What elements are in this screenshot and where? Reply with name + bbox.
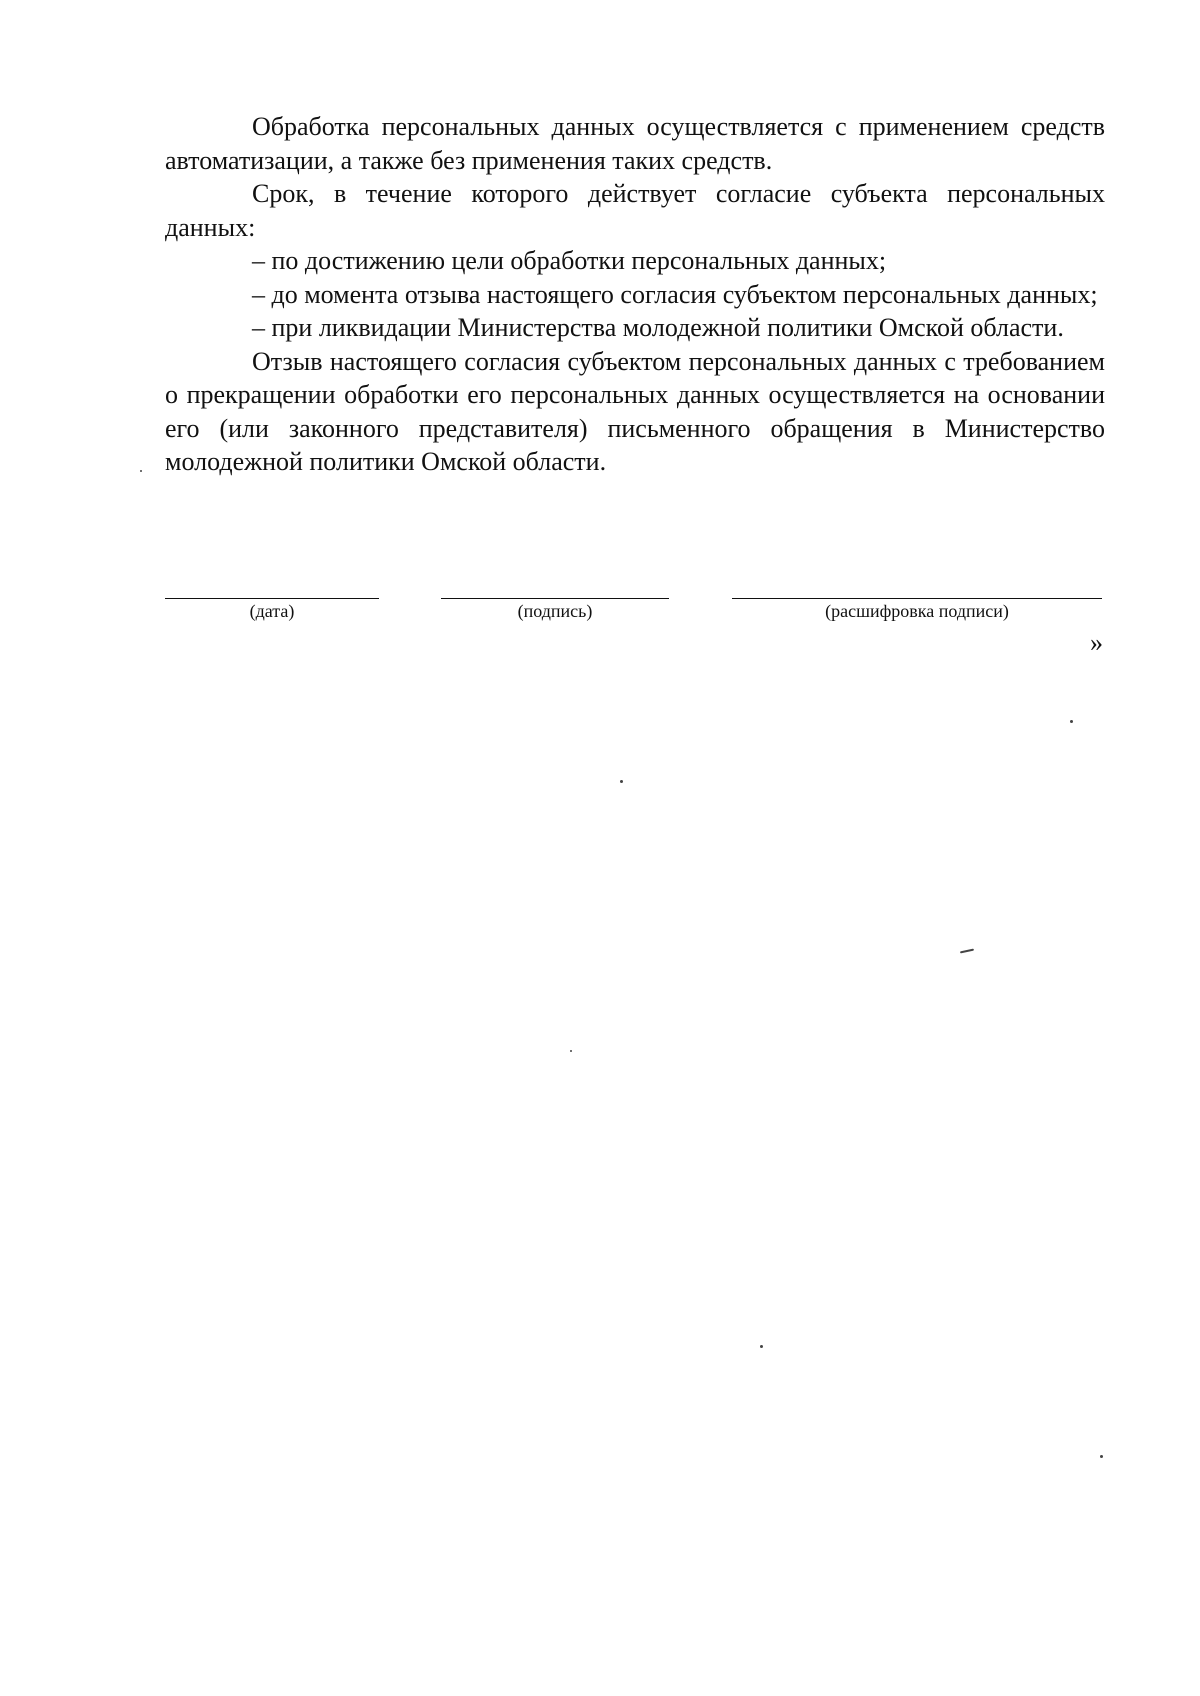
signature-field bbox=[441, 598, 669, 622]
date-label: (дата) bbox=[249, 601, 295, 621]
closing-quote-mark: » bbox=[1090, 628, 1103, 657]
list-item-goal-achieved: – по достижению цели обработки персональных данных; bbox=[252, 246, 887, 275]
paragraph-consent-withdrawal: Отзыв настоящего согласия субъектом персональных данных с требованием о прекращении обработки его персональных данных осуществляется на основании его (или законного представителя) письменного обращения в Министерство молодежной политики Омской области. bbox=[165, 346, 1105, 476]
scan-speck bbox=[760, 1345, 763, 1348]
name-decoding-label: (расшифровка подписи) bbox=[825, 601, 1009, 621]
scan-speck bbox=[570, 1050, 572, 1052]
scan-speck bbox=[960, 949, 974, 954]
paragraph-consent-term: Срок, в течение которого действует согласие субъекта персональных данных: bbox=[165, 179, 1105, 242]
name-decoding-field bbox=[732, 598, 1102, 622]
signature-block bbox=[0, 598, 1200, 638]
scan-speck bbox=[620, 780, 623, 783]
signature-label: (подпись) bbox=[517, 601, 593, 621]
list-item-ministry-liquidation: – при ликвидации Министерства молодежной политики Омской области. bbox=[252, 313, 1064, 342]
paragraph-processing-method: Обработка персональных данных осуществляется с применением средств автоматизации, а также без применения таких средств. bbox=[165, 112, 1105, 175]
scan-speck bbox=[1070, 720, 1073, 723]
scan-speck bbox=[140, 470, 142, 472]
document-body bbox=[165, 110, 1105, 479]
scan-speck bbox=[1100, 1455, 1103, 1458]
list-item-consent-revoked: – до момента отзыва настоящего согласия субъектом персональных данных; bbox=[252, 279, 1098, 309]
date-field bbox=[165, 598, 379, 622]
